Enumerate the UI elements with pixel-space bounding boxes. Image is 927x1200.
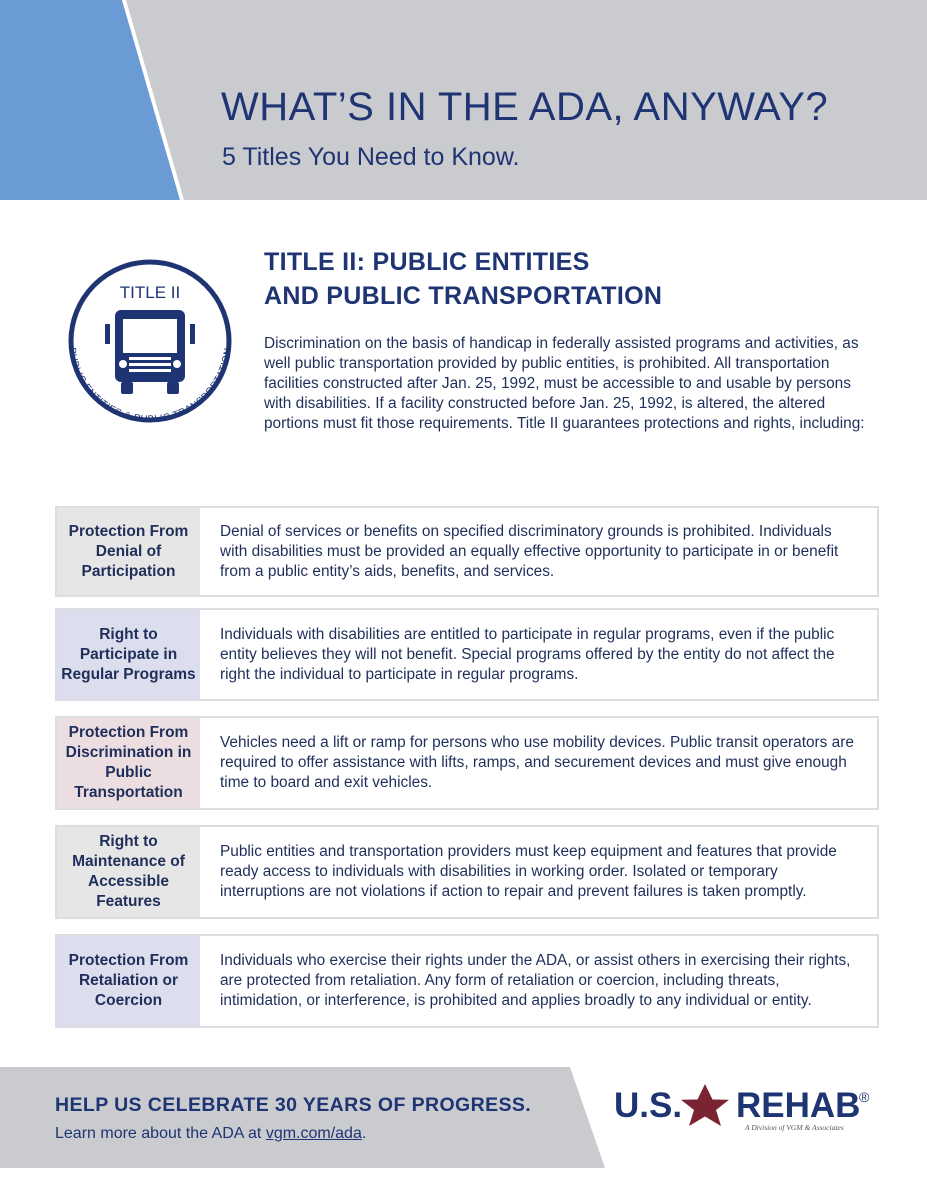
badge-label: TITLE II (119, 283, 181, 302)
right-row-label: Protection From Denial of Participation (57, 508, 200, 595)
section-title-line-1: TITLE II: PUBLIC ENTITIES (264, 248, 590, 276)
logo-tagline: A Division of VGM & Associates (745, 1123, 844, 1132)
header-blue-accent (0, 0, 200, 200)
logo-right-text: REHAB (736, 1086, 861, 1125)
footer-banner (0, 1067, 605, 1168)
logo-registered: ® (859, 1089, 870, 1105)
right-row (55, 506, 879, 597)
title-ii-badge (45, 236, 255, 446)
footer-learn-suffix: . (361, 1125, 367, 1142)
right-row-text: Vehicles need a lift or ramp for persons who use mobility devices. Public transit operators are required to offer assistance with lifts, ramps, and securement devices and must give enough time to board and exit vehicles. (220, 734, 854, 791)
right-row (55, 716, 879, 810)
page-subtitle: 5 Titles You Need to Know. (222, 143, 520, 171)
right-row (55, 934, 879, 1028)
right-row-label: Right to Maintenance of Accessible Features (57, 827, 200, 917)
footer-learn-more (55, 1125, 366, 1143)
intro-paragraph: Discrimination on the basis of handicap in federally assisted programs and activities, as well public transportation provided by public entities, is prohibited. All transportation facilities constructed after Jan. 25, 1992, must be accessible to and usable by persons with disabilities. If a facility constructed before Jan. 25, 1992, is altered, the altered portions must fit those requirements. Title II guarantees protections and rights, including: (264, 335, 865, 432)
right-row-label: Protection From Retaliation or Coercion (57, 936, 200, 1026)
star-icon (681, 1084, 729, 1126)
right-row-text: Individuals with disabilities are entitled to participate in regular programs, even if the public entity believes they will not benefit. Special programs offered by the entity do not affect the right the individual to participate in regular programs. (220, 625, 835, 683)
right-row-label: Protection From Discrimination in Public Transportation (57, 718, 200, 808)
header-banner (0, 0, 927, 200)
right-row-text: Public entities and transportation providers must keep equipment and features that provide ready access to individuals with disabilities in working order. Isolated or temporary interruptions are not violations if action to repair and prevent failures is taken promptly. (220, 843, 837, 900)
right-row-label: Right to Participate in Regular Programs (57, 610, 200, 699)
right-row (55, 608, 879, 701)
section-title (264, 245, 662, 313)
bus-icon (105, 310, 195, 394)
right-row-text: Individuals who exercise their rights under the ADA, or assist others in exercising their rights, are protected from retaliation. Any form of retaliation or coercion, including threats, intimidation, or interference, is prohibited and applies broadly to any individual or entity. (220, 952, 851, 1009)
ada-link[interactable]: vgm.com/ada (265, 1125, 362, 1142)
badge-ring-text: PUBLIC ENTITIES & PUBLIC TRANSPORTATION (66, 347, 234, 426)
section-title-line-2: AND PUBLIC TRANSPORTATION (264, 282, 663, 310)
footer-learn-prefix: Learn more about the ADA at (55, 1125, 266, 1142)
right-row (55, 825, 879, 919)
logo-left-text: U.S. (614, 1086, 683, 1125)
footer-title: HELP US CELEBRATE 30 YEARS OF PROGRESS. (55, 1094, 532, 1116)
right-row-text: Denial of services or benefits on specified discriminatory grounds is prohibited. Individuals with disabilities must be provided an equally effective opportunity to participate in or benefit from a public entity’s aids, benefits, and services. (220, 522, 839, 580)
page-title: WHAT’S IN THE ADA, ANYWAY? (221, 85, 829, 129)
